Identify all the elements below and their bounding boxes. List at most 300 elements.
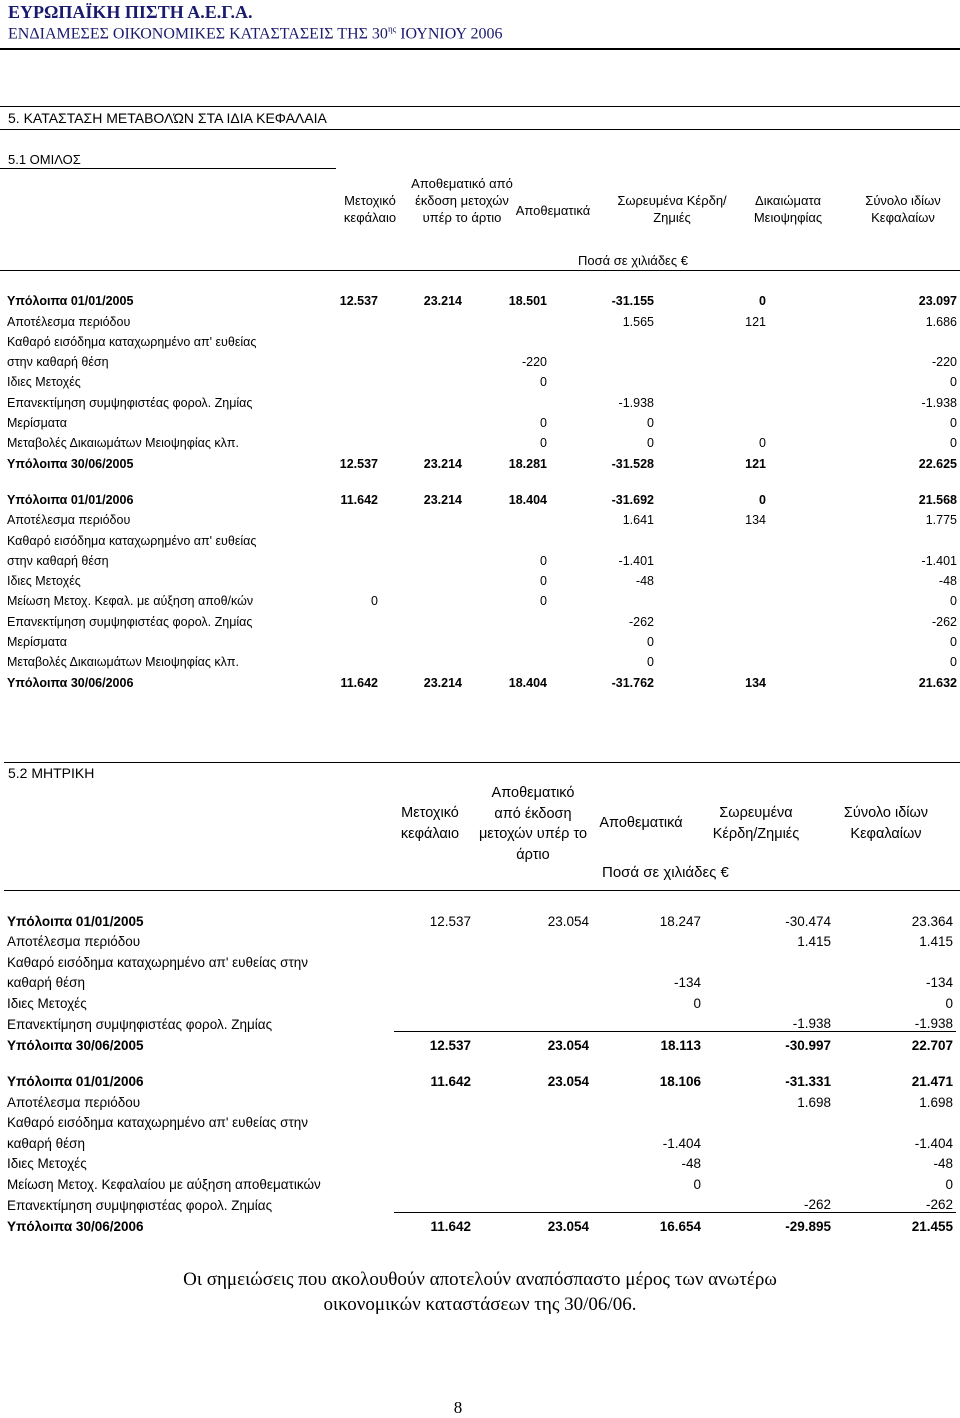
group-row [4,588,960,608]
group-cell: 1.775 [925,513,957,528]
group-cell [465,329,550,349]
parent-equity-table [4,908,956,1234]
group-cell [465,308,550,328]
parent-row [4,990,956,1011]
group-col-header: Αποθεματικά [515,203,591,218]
group-row [4,308,960,328]
group-cell [307,329,381,349]
parent-cell [592,1110,704,1131]
parent-cell [834,949,956,970]
group-row-label [4,471,307,487]
group-cell: 0 [540,375,547,390]
parent-cell [704,1110,834,1131]
group-cell [465,389,550,409]
parent-row [4,1089,956,1110]
group-cell [657,608,769,628]
group-cell [465,527,550,547]
parent-cell: 18.247 [659,913,701,929]
parent-cell [394,929,474,950]
parent-cell: 0 [693,1176,701,1192]
parent-cell [592,1053,704,1069]
group-cell: 0 [950,375,957,390]
parent-row-label: Καθαρό εισόδημα καταχωρημένο απ' ευθείας στην [7,954,309,970]
parent-row-label: Ιδιες Μετοχές [7,1156,87,1171]
group-row-label: Επανεκτίμηση συμψηφιστέας φορολ. Ζημίας [7,395,253,410]
group-cell [657,349,769,369]
group-cell: 0 [540,553,547,568]
group-cell: 134 [745,513,766,528]
group-cell: 11.642 [340,675,378,690]
group-cell: -31.155 [611,294,654,309]
group-row-label: Αποτέλεσμα περιόδου [7,314,131,329]
parent-row [4,1011,956,1032]
parent-cell: 1.698 [797,1094,831,1110]
subtitle-pre: ΕΝΔΙΑΜΕΣΕΣ ΟΙΚΟΝΟΜΙΚΕΣ ΚΑΤΑΣΤΑΣΕΙΣ ΤΗΣ 30 [8,25,388,43]
parent-cell: -1.404 [662,1135,701,1151]
parent-row-label [4,1053,394,1069]
group-cell [769,527,960,547]
company-name: ΕΥΡΩΠΑΪΚΗ ΠΙΣΤΗ Α.Ε.Γ.Α. [8,2,253,22]
group-row [4,527,960,547]
parent-row-label: Υπόλοιπα 01/01/2005 [7,913,144,929]
parent-row-label: Καθαρό εισόδημα καταχωρημένο απ' ευθείας στην [7,1115,309,1130]
group-cell [307,608,381,628]
group-header-rule [0,270,960,271]
group-row [4,430,960,450]
group-cell: -31.692 [611,492,654,507]
group-cell [657,649,769,669]
parent-cell [394,1089,474,1110]
group-row-label: Υπόλοιπα 01/01/2006 [7,492,134,507]
group-row-label: Μεταβολές Δικαιωμάτων Μειοψηφίας κλπ. [7,655,239,670]
group-col-header: Αποθεματικό από έκδοση μετοχών υπέρ το άρτιο [411,176,513,225]
group-row-label: Υπόλοιπα 01/01/2005 [7,294,134,309]
parent-col-header: Μετοχικό κεφάλαιο [400,805,460,842]
group-cell: -262 [931,614,957,629]
group-cell: 0 [759,492,766,507]
group-cell [307,568,381,588]
group-cell: 0 [647,635,654,650]
parent-cell [394,1171,474,1192]
group-cell [657,568,769,588]
parent-row [4,1053,956,1069]
group-cell: -1.401 [618,553,654,568]
parent-cell: 12.537 [429,913,471,929]
group-cell: 0 [950,436,957,451]
parent-row-label: Μείωση Μετοχ. Κεφαλαίου με αύξηση αποθεματικών [7,1176,321,1192]
group-row-label: Υπόλοιπα 30/06/2006 [7,675,134,690]
group-row [4,487,960,507]
group-row-label: Μερίσματα [7,635,68,650]
group-cell [381,369,465,389]
group-cell [657,527,769,547]
group-cell: 0 [371,594,378,609]
parent-cell: 21.455 [834,1213,956,1234]
group-cell: -220 [521,355,547,370]
group-cell: 0 [647,655,654,670]
parent-unit-label: Ποσά σε χιλιάδες € [602,864,729,881]
parent-cell [394,949,474,970]
parent-cell [704,949,834,970]
parent-cell [834,1053,956,1069]
group-cell: 1.641 [622,513,654,528]
group-cell: 23.214 [423,294,462,309]
group-cell: 134 [745,675,766,690]
group-cell: 0 [540,574,547,589]
parent-row [4,1110,956,1131]
parent-cell: 18.106 [659,1074,701,1089]
parent-cell: -1.938 [914,1016,953,1031]
group-row-label: Ιδιες Μετοχές [7,375,81,390]
group-title-rule [0,168,336,169]
parent-cell: 12.537 [394,1032,474,1053]
group-cell [307,471,381,487]
group-cell [381,649,465,669]
group-row [4,471,960,487]
parent-cell [704,1130,834,1151]
parent-cell [394,1011,474,1032]
parent-col-header: Σωρευμένα Κέρδη/Ζημιές [712,805,800,842]
parent-row [4,1130,956,1151]
parent-cell: 0 [945,995,953,1011]
parent-cell [394,1053,474,1069]
group-cell: -220 [931,355,957,370]
parent-row-label: Επανεκτίμηση συμψηφιστέας φορολ. Ζημίας [7,1197,273,1213]
parent-cell [394,1130,474,1151]
parent-cell [394,1110,474,1131]
group-cell: 0 [540,416,547,431]
group-cell [465,629,550,649]
parent-cell: -30.997 [704,1032,834,1053]
group-cell: 0 [759,436,766,451]
group-cell: 0 [540,436,547,451]
group-title: 5.1 ΟΜΙΛΟΣ [8,152,81,167]
group-row [4,288,960,308]
parent-row [4,908,956,929]
parent-cell: 23.054 [547,913,589,929]
group-cell: 12.537 [339,456,378,471]
group-cell [381,548,465,568]
group-cell [657,410,769,430]
group-col-header: Δικαιώματα Μειοψηφίας [753,193,823,225]
group-cell: 18.404 [508,492,547,507]
parent-cell: -1.938 [792,1016,831,1031]
group-unit-label: Ποσά σε χιλιάδες € [578,253,688,268]
group-cell: -48 [635,574,654,589]
group-row [4,629,960,649]
group-cell [657,548,769,568]
parent-row [4,970,956,991]
group-row-label: στην καθαρή θέση [7,355,109,370]
group-row-label: Ιδιες Μετοχές [7,574,81,589]
subtitle-sup: ης [387,24,397,34]
parent-cell: 11.642 [394,1213,474,1234]
parent-cell: 23.364 [911,913,953,929]
section-title: 5. ΚΑΤΑΣΤΑΣΗ ΜΕΤΑΒΟΛΏΝ ΣΤΑ ΙΔΙΑ ΚΕΦΑΛΑΙΑ [8,110,327,126]
group-cell: 121 [745,456,766,471]
group-row [4,450,960,470]
header-rule [0,48,960,50]
parent-cell: 1.415 [797,934,831,949]
group-cell [307,389,381,409]
parent-col-header: Σύνολο ιδίων Κεφαλαίων [843,805,929,842]
group-row-label: Επανεκτίμηση συμψηφιστέας φορολ. Ζημίας [7,614,253,629]
footnote-line-1: Οι σημειώσεις που ακολουθούν αποτελούν αναπόσπαστο μέρος των ανωτέρω [183,1269,777,1290]
group-cell: 121 [745,314,766,329]
parent-cell [474,1130,592,1151]
group-cell [381,629,465,649]
group-cell: 18.501 [508,294,547,309]
group-cell: 0 [540,594,547,609]
parent-cell: 21.471 [911,1074,953,1089]
group-cell: -48 [938,574,957,589]
parent-cell [704,1171,834,1192]
parent-cell [474,1053,592,1069]
parent-cell: -262 [925,1197,953,1212]
group-cell: 23.214 [423,456,462,471]
parent-cell [394,990,474,1011]
group-cell [465,649,550,669]
parent-col-header: Αποθεματικά [599,815,683,831]
parent-cell: 11.642 [430,1074,471,1089]
group-cell [381,410,465,430]
group-cell: -1.938 [618,395,654,410]
group-cell [550,527,657,547]
group-cell [381,588,465,608]
parent-cell: 1.698 [919,1094,953,1110]
group-cell [381,608,465,628]
parent-cell: -262 [803,1197,831,1212]
document-subtitle [8,24,502,43]
group-cell: -1.938 [921,395,957,410]
parent-cell: -1.404 [914,1135,953,1151]
group-cell [307,308,381,328]
parent-row-label: Υπόλοιπα 30/06/2005 [7,1037,144,1053]
group-cell [381,349,465,369]
parent-cell [474,1151,592,1172]
parent-cell: -48 [933,1156,953,1171]
group-cell [381,507,465,527]
parent-cell [704,970,834,991]
subtitle-post: ΙΟΥΝΙΟΥ 2006 [396,25,503,43]
parent-cell: 0 [693,995,701,1011]
parent-cell [592,949,704,970]
parent-cell [592,1089,704,1110]
group-row-label: Καθαρό εισόδημα καταχωρημένο απ' ευθείας [7,334,257,349]
group-cell [657,629,769,649]
group-row [4,608,960,628]
group-cell: -262 [628,614,654,629]
parent-cell [474,1011,592,1032]
parent-row [4,1151,956,1172]
parent-row [4,949,956,970]
group-cell [307,649,381,669]
group-cell: 23.214 [423,675,462,690]
group-cell: 0 [950,594,957,609]
group-cell [550,588,657,608]
parent-cell: -29.895 [704,1213,834,1234]
parent-row-label: καθαρή θέση [7,975,86,990]
group-cell [657,369,769,389]
group-row-label: Μείωση Μετοχ. Κεφαλ. με αύξηση αποθ/κών [7,594,254,609]
group-cell: 1.686 [925,314,957,329]
group-cell [657,389,769,409]
group-cell [550,369,657,389]
group-row [4,369,960,389]
parent-cell [394,1192,474,1213]
group-cell [307,548,381,568]
group-cell: 0 [950,655,957,670]
group-cell: 23.214 [423,492,462,507]
parent-cell [474,1171,592,1192]
group-row [4,649,960,669]
group-cell [550,329,657,349]
parent-cell [394,1151,474,1172]
group-cell [769,329,960,349]
group-row-label: στην καθαρή θέση [7,553,109,568]
group-cell [381,389,465,409]
group-row [4,329,960,349]
parent-row-label: Αποτέλεσμα περιόδου [7,934,141,949]
group-cell [381,568,465,588]
group-cell: 0 [647,436,654,451]
parent-cell: 23.054 [474,1213,592,1234]
group-cell [657,329,769,349]
parent-cell [394,970,474,991]
parent-col-header: Αποθεματικό από έκδοση μετοχών υπέρ το άρτιο [478,785,588,863]
group-col-header: Μετοχικό κεφάλαιο [343,193,397,225]
group-col-header: Σύνολο ιδίων Κεφαλαίων [865,193,941,225]
page-number: 8 [453,1398,463,1417]
parent-row-label: Υπόλοιπα 30/06/2006 [7,1218,144,1234]
group-cell [307,507,381,527]
parent-row-label: καθαρή θέση [7,1135,86,1151]
group-cell [307,349,381,369]
parent-row [4,1213,956,1234]
parent-title-box [4,762,960,783]
parent-cell [834,1110,956,1131]
parent-cell [592,1011,704,1032]
group-row-label: Μερίσματα [7,416,68,431]
parent-cell [592,1192,704,1213]
parent-cell: 22.707 [834,1032,956,1053]
group-cell: -1.401 [921,553,957,568]
group-cell: 0 [950,635,957,650]
parent-cell: 23.054 [474,1032,592,1053]
parent-cell [474,1089,592,1110]
parent-cell: 16.654 [592,1213,704,1234]
group-cell [657,471,769,487]
group-cell [381,471,465,487]
group-cell: 12.537 [339,294,378,309]
parent-cell [704,1053,834,1069]
parent-cell [474,990,592,1011]
group-cell [307,629,381,649]
parent-row [4,929,956,950]
group-cell: -31.528 [611,456,654,471]
group-cell [657,588,769,608]
parent-row [4,1192,956,1213]
group-cell: 1.565 [622,314,654,329]
group-row [4,669,960,689]
group-cell: 0 [950,416,957,431]
group-cell: -31.762 [611,675,654,690]
group-cell [465,507,550,527]
group-row-label: Υπόλοιπα 30/06/2005 [7,456,134,471]
group-cell [307,527,381,547]
group-cell [465,608,550,628]
group-row [4,548,960,568]
parent-row [4,1069,956,1090]
group-cell [307,410,381,430]
group-cell: 21.632 [918,675,957,690]
group-cell [307,369,381,389]
group-cell [307,430,381,450]
group-cell [550,349,657,369]
group-cell: 23.097 [918,294,957,309]
group-cell: 21.568 [918,492,957,507]
parent-header-rule [4,890,960,891]
group-row [4,568,960,588]
footnote-line-2: οικονομικών καταστάσεων της 30/06/06. [323,1294,637,1315]
group-cell [381,430,465,450]
group-cell [381,527,465,547]
parent-cell [474,1192,592,1213]
parent-row [4,1171,956,1192]
group-row-label: Αποτέλεσμα περιόδου [7,513,131,528]
parent-cell [474,970,592,991]
parent-row-label: Υπόλοιπα 01/01/2006 [7,1074,144,1089]
group-cell [381,329,465,349]
group-cell: 22.625 [918,456,957,471]
group-cell [550,471,657,487]
parent-cell [592,929,704,950]
parent-cell: -48 [681,1156,701,1171]
parent-cell: -30.474 [785,913,831,929]
parent-row-label: Επανεκτίμηση συμψηφιστέας φορολ. Ζημίας [7,1016,273,1032]
group-cell [381,308,465,328]
group-cell [465,471,550,487]
parent-cell [704,990,834,1011]
group-col-header: Σωρευμένα Κέρδη/Ζημιές [617,193,727,225]
group-cell: 0 [647,416,654,431]
group-row [4,349,960,369]
group-cell [769,471,960,487]
parent-cell: -134 [673,975,701,990]
group-row-label: Καθαρό εισόδημα καταχωρημένο απ' ευθείας [7,533,257,548]
parent-row-label: Αποτέλεσμα περιόδου [7,1094,141,1110]
parent-cell: -31.331 [785,1074,831,1089]
group-cell: 0 [759,294,766,309]
parent-row-label: Ιδιες Μετοχές [7,995,87,1011]
group-equity-table [4,288,960,690]
parent-cell: 18.113 [592,1032,704,1053]
group-row-label: Μεταβολές Δικαιωμάτων Μειοψηφίας κλπ. [7,436,239,451]
parent-row [4,1032,956,1053]
parent-cell: -134 [925,975,953,990]
parent-cell: 23.054 [547,1074,589,1089]
group-row [4,410,960,430]
parent-cell: 0 [945,1176,953,1192]
group-row [4,389,960,409]
parent-title: 5.2 ΜΗΤΡΙΚΗ [8,765,95,781]
group-cell: 11.642 [340,492,378,507]
group-cell: 18.404 [508,675,547,690]
parent-cell: 1.415 [919,934,953,949]
group-row [4,507,960,527]
parent-cell [474,1110,592,1131]
parent-cell [474,929,592,950]
